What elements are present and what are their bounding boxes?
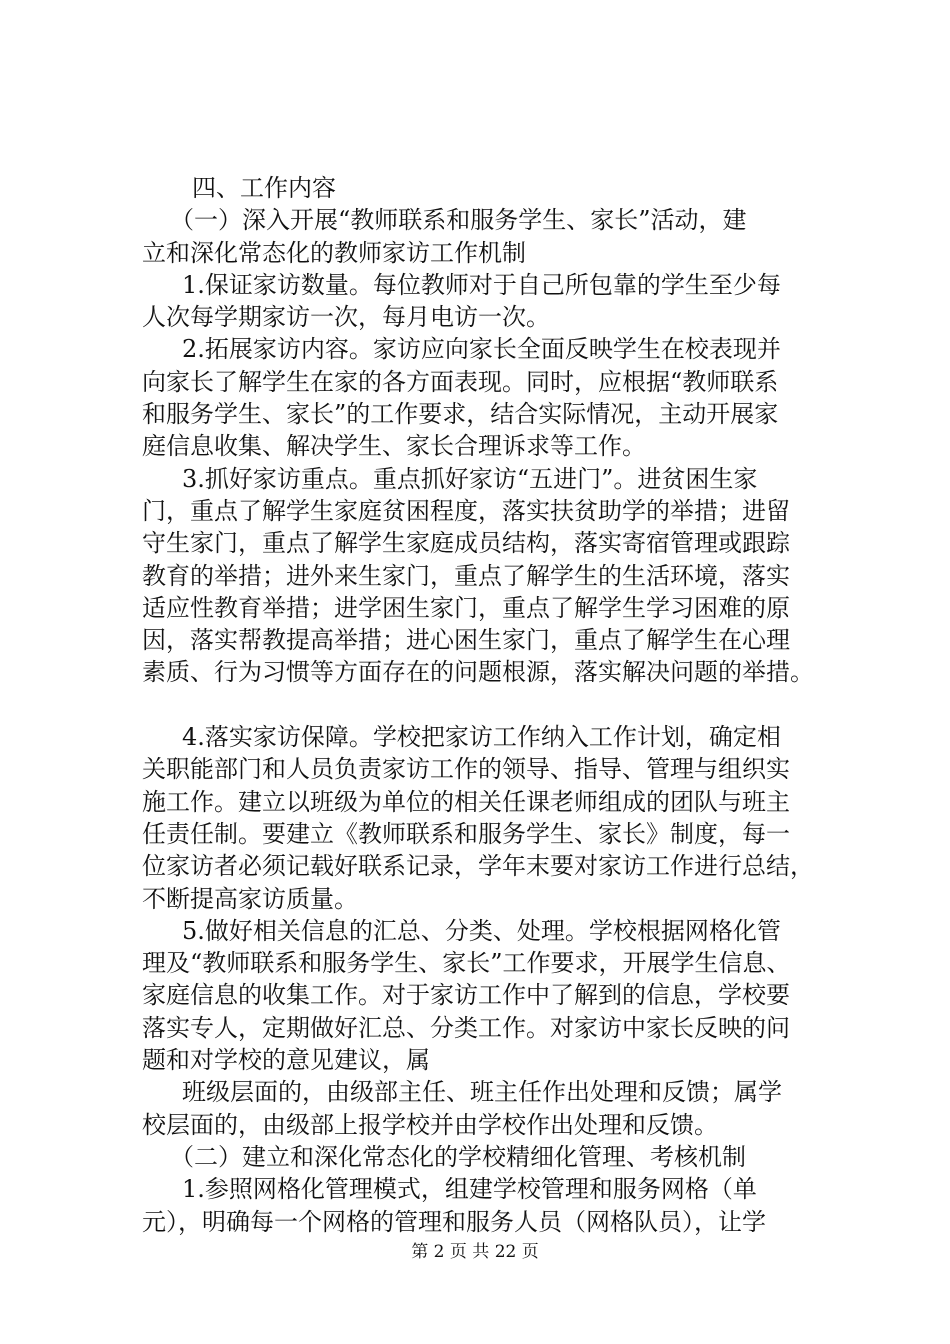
text-line: 施工作。建立以班级为单位的相关任课老师组成的团队与班主 bbox=[142, 787, 790, 816]
text-line: 位家访者必须记载好联系记录，学年末要对家访工作进行总结， bbox=[142, 852, 814, 881]
text-line: 3.抓好家访重点。重点抓好家访“五进门”。进贫困生家 bbox=[182, 464, 758, 493]
text-line: 不断提高家访质量。 bbox=[142, 884, 358, 913]
text-line: 落实专人，定期做好汇总、分类工作。对家访中家长反映的问 bbox=[142, 1013, 790, 1042]
text-line: 题和对学校的意见建议，属 bbox=[142, 1046, 430, 1075]
text-line: 元），明确每一个网格的管理和服务人员（网格队员），让学 bbox=[142, 1207, 766, 1236]
text-line: （一）深入开展“教师联系和服务学生、家长”活动，建 bbox=[170, 206, 747, 235]
text-line: 4.落实家访保障。学校把家访工作纳入工作计划，确定相 bbox=[182, 723, 781, 752]
text-line: 庭信息收集、解决学生、家长合理诉求等工作。 bbox=[142, 432, 646, 461]
text-line: 守生家门，重点了解学生家庭成员结构，落实寄宿管理或跟踪 bbox=[142, 529, 790, 558]
text-line: 向家长了解学生在家的各方面表现。同时，应根据“教师联系 bbox=[142, 367, 779, 396]
text-line: 1.参照网格化管理模式，组建学校管理和服务网格（单 bbox=[182, 1175, 757, 1204]
text-line: 关职能部门和人员负责家访工作的领导、指导、管理与组织实 bbox=[142, 755, 790, 784]
text-line: 5.做好相关信息的汇总、分类、处理。学校根据网格化管 bbox=[182, 916, 781, 945]
text-line: 和服务学生、家长”的工作要求，结合实际情况，主动开展家 bbox=[142, 400, 779, 429]
text-line: 立和深化常态化的教师家访工作机制 bbox=[142, 238, 526, 267]
text-line: 适应性教育举措；进学困生家门，重点了解学生学习困难的原 bbox=[142, 593, 790, 622]
text-line: （二）建立和深化常态化的学校精细化管理、考核机制 bbox=[170, 1142, 746, 1171]
blank-line bbox=[142, 689, 832, 721]
document-body bbox=[142, 172, 832, 1238]
page-footer: 第 2 页 共 22 页 bbox=[411, 1242, 539, 1262]
text-line: 素质、行为习惯等方面存在的问题根源，落实解决问题的举措。 bbox=[142, 658, 814, 687]
text-line: 家庭信息的收集工作。对于家访工作中了解到的信息，学校要 bbox=[142, 981, 790, 1010]
text-line: 班级层面的，由级部主任、班主任作出处理和反馈；属学 bbox=[182, 1078, 782, 1107]
text-line: 校层面的，由级部上报学校并由学校作出处理和反馈。 bbox=[142, 1110, 718, 1139]
text-line: 教育的举措；进外来生家门，重点了解学生的生活环境，落实 bbox=[142, 561, 790, 590]
text-line: 1.保证家访数量。每位教师对于自己所包靠的学生至少每 bbox=[182, 270, 781, 299]
text-line: 任责任制。要建立《教师联系和服务学生、家长》制度，每一 bbox=[142, 819, 790, 848]
text-line: 2.拓展家访内容。家访应向家长全面反映学生在校表现并 bbox=[182, 335, 781, 364]
text-line: 四、工作内容 bbox=[192, 174, 336, 202]
text-line: 理及“教师联系和服务学生、家长”工作要求，开展学生信息、 bbox=[142, 949, 791, 978]
text-line: 人次每学期家访一次，每月电访一次。 bbox=[142, 303, 550, 332]
text-line: 因，落实帮教提高举措；进心困生家门，重点了解学生在心理 bbox=[142, 626, 790, 655]
text-line: 门，重点了解学生家庭贫困程度，落实扶贫助学的举措；进留 bbox=[142, 496, 790, 525]
